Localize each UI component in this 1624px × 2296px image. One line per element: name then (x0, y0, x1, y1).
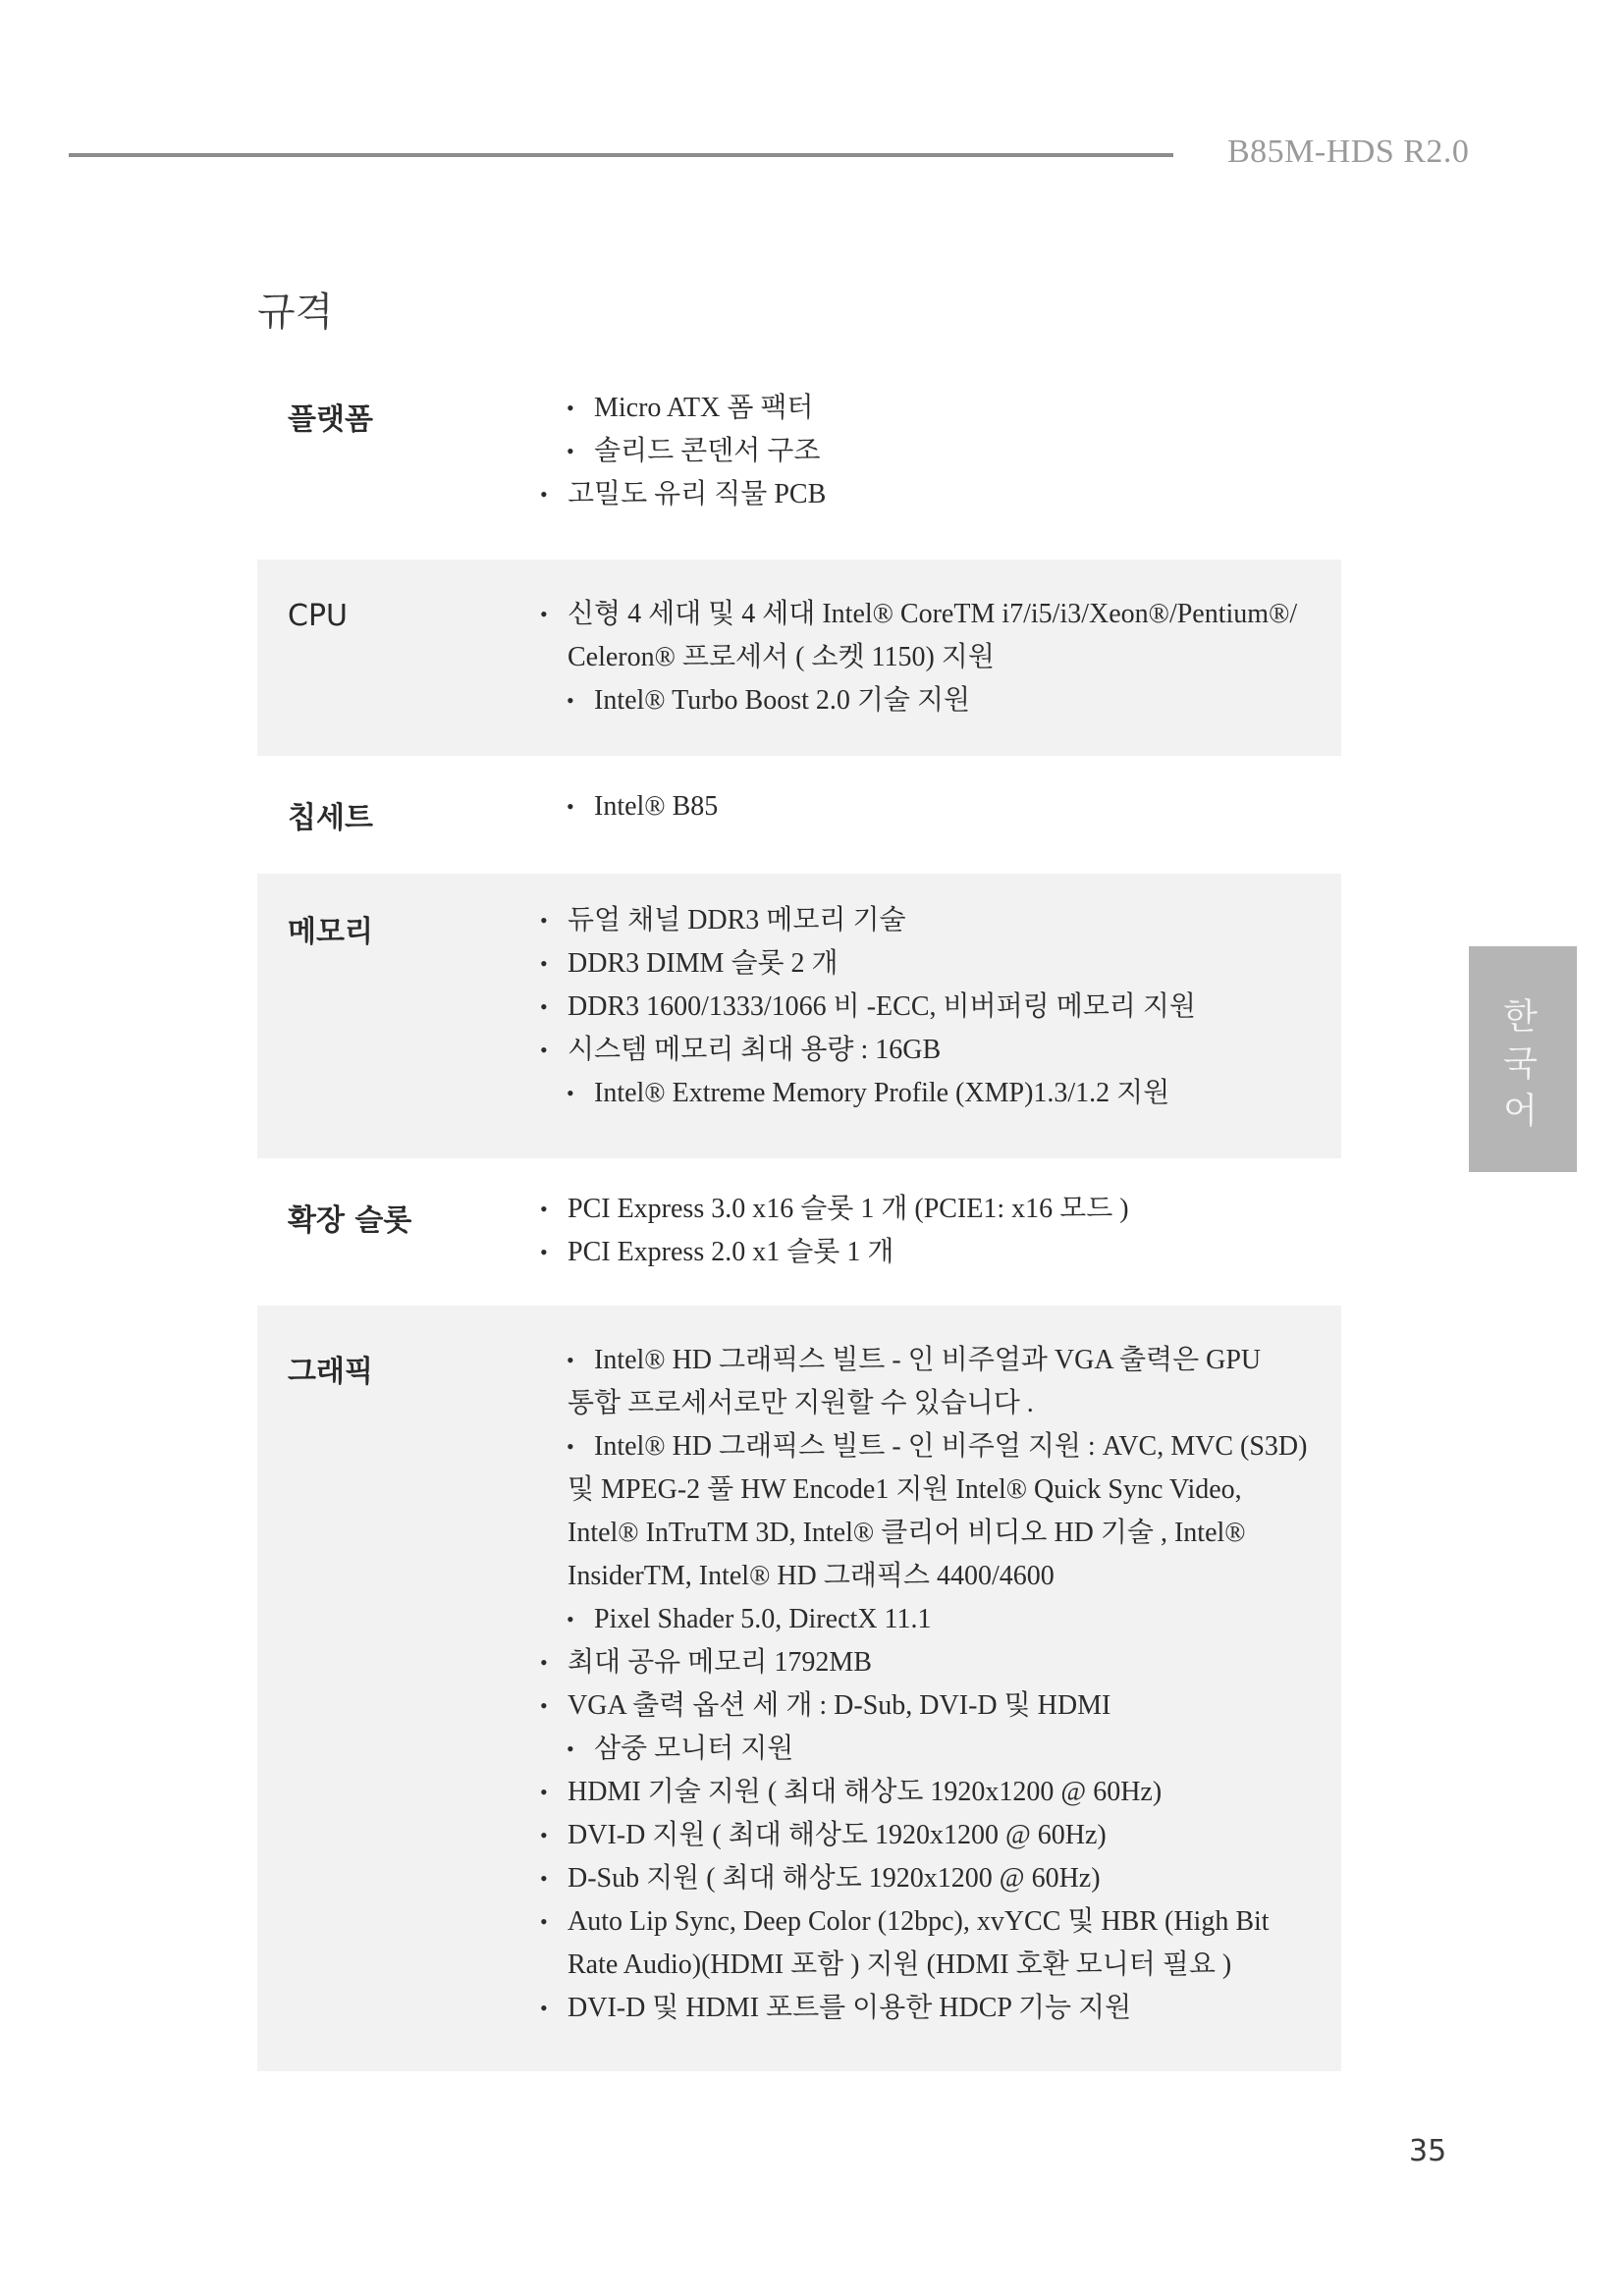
spec-label-graphics: 그래픽 (288, 1355, 373, 1389)
model-name: B85M-HDS R2.0 (1227, 133, 1470, 170)
list-item: • Intel® HD 그래픽스 빌트 - 인 비주얼 지원 : AVC, MVC (S3D) (594, 1425, 1307, 1468)
spec-row-platform (257, 383, 1341, 550)
list-item: • D-Sub 지원 ( 최대 해상도 1920x1200 @ 60Hz) (568, 1857, 1101, 1900)
spec-label-memory: 메모리 (288, 915, 373, 949)
list-item: • PCI Express 2.0 x1 슬롯 1 개 (568, 1231, 893, 1274)
spec-row-memory (257, 874, 1341, 1158)
spec-label-platform: 플랫폼 (288, 402, 373, 437)
bullet-icon: • (540, 951, 548, 976)
list-item: • DDR3 1600/1333/1066 비 -ECC, 비버퍼링 메모리 지원 (568, 986, 1196, 1029)
bullet-icon: • (567, 1081, 574, 1105)
bullet-icon: • (540, 602, 548, 626)
bullet-icon: • (540, 1240, 548, 1264)
list-item: • 신형 4 세대 및 4 세대 Intel® CoreTM i7/i5/i3/Xeon®/Pentium®/ (568, 593, 1297, 636)
list-item-continuation: 및 MPEG-2 풀 HW Encode1 지원 Intel® Quick Sync Video, (568, 1474, 1242, 1505)
list-item: • 솔리드 콘덴서 구조 (594, 430, 820, 473)
spec-label-chipset: 칩세트 (288, 801, 373, 835)
bullet-icon: • (540, 994, 548, 1019)
bullet-icon: • (567, 1348, 574, 1372)
spec-row-chipset (257, 766, 1341, 864)
bullet-icon: • (540, 1197, 548, 1221)
bullet-icon: • (540, 908, 548, 933)
spec-row-cpu (257, 560, 1341, 756)
bullet-icon: • (567, 1736, 574, 1761)
bullet-icon: • (540, 1823, 548, 1847)
bullet-icon: • (540, 1693, 548, 1718)
page-title: 규격 (257, 290, 334, 335)
bullet-icon: • (540, 482, 548, 507)
spec-label-cpu: CPU (288, 599, 348, 633)
list-item-continuation: 통합 프로세서로만 지원할 수 있습니다 . (568, 1388, 1034, 1418)
list-item: • 고밀도 유리 직물 PCB (568, 473, 826, 516)
bullet-icon: • (567, 794, 574, 819)
bullet-icon: • (540, 1780, 548, 1804)
list-item: • Intel® Turbo Boost 2.0 기술 지원 (594, 679, 970, 722)
list-item: • DVI-D 지원 ( 최대 해상도 1920x1200 @ 60Hz) (568, 1814, 1107, 1857)
bullet-icon: • (540, 1909, 548, 1934)
spec-row-graphics (257, 1306, 1341, 2071)
list-item: • DVI-D 및 HDMI 포트를 이용한 HDCP 기능 지원 (568, 1987, 1131, 2030)
spec-label-expansion: 확장 슬롯 (288, 1203, 412, 1238)
bullet-icon: • (567, 688, 574, 713)
bullet-icon: • (567, 1434, 574, 1459)
list-item: • HDMI 기술 지원 ( 최대 해상도 1920x1200 @ 60Hz) (568, 1771, 1162, 1814)
list-item-continuation: InsiderTM, Intel® HD 그래픽스 4400/4600 (568, 1561, 1055, 1591)
list-item: • Intel® B85 (594, 785, 718, 828)
list-item: • Micro ATX 폼 팩터 (594, 387, 813, 430)
bullet-icon: • (540, 1038, 548, 1062)
list-item-continuation: Celeron® 프로세서 ( 소켓 1150) 지원 (568, 642, 995, 672)
list-item: • PCI Express 3.0 x16 슬롯 1 개 (PCIE1: x16 모드 ) (568, 1188, 1129, 1231)
header-rule (69, 153, 1173, 157)
list-item: • 삼중 모니터 지원 (594, 1728, 793, 1771)
page-number: 35 (1409, 2134, 1447, 2168)
bullet-icon: • (567, 1607, 574, 1631)
bullet-icon: • (567, 439, 574, 463)
spec-row-expansion (257, 1168, 1341, 1296)
list-item: • Intel® Extreme Memory Profile (XMP)1.3/1.2 지원 (594, 1072, 1169, 1115)
bullet-icon: • (540, 1650, 548, 1675)
list-item: • Auto Lip Sync, Deep Color (12bpc), xvYCC 및 HBR (High Bit (568, 1900, 1270, 1944)
list-item: • 시스템 메모리 최대 용량 : 16GB (568, 1029, 941, 1072)
bullet-icon: • (540, 1996, 548, 2020)
language-tab (1469, 946, 1577, 1172)
list-item: • 듀얼 채널 DDR3 메모리 기술 (568, 899, 906, 942)
list-item: • Pixel Shader 5.0, DirectX 11.1 (594, 1598, 931, 1641)
list-item: • Intel® HD 그래픽스 빌트 - 인 비주얼과 VGA 출력은 GPU (594, 1339, 1261, 1382)
bullet-icon: • (567, 396, 574, 420)
list-item: • 최대 공유 메모리 1792MB (568, 1641, 872, 1684)
list-item: • VGA 출력 옵션 세 개 : D-Sub, DVI-D 및 HDMI (568, 1684, 1110, 1728)
list-item-continuation: Rate Audio)(HDMI 포함 ) 지원 (HDMI 호환 모니터 필요 ) (568, 1949, 1232, 1980)
language-tab-label: 한국어 (1497, 997, 1538, 1139)
list-item-continuation: Intel® InTruTM 3D, Intel® 클리어 비디오 HD 기술 , Intel® (568, 1518, 1246, 1548)
list-item: • DDR3 DIMM 슬롯 2 개 (568, 942, 839, 986)
bullet-icon: • (540, 1866, 548, 1891)
